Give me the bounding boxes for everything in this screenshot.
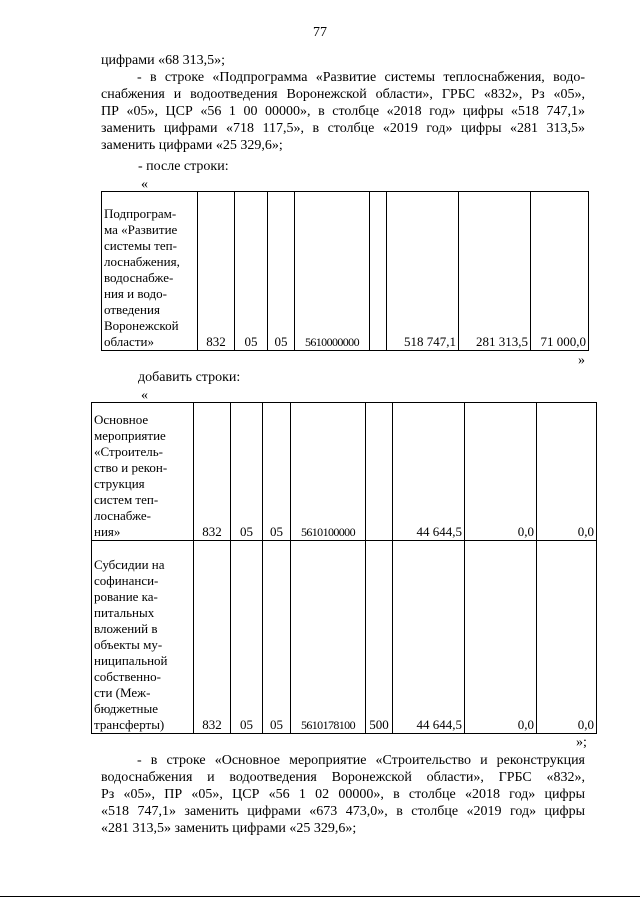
cell-2018: 44 644,5 — [393, 541, 465, 734]
cell-2018: 44 644,5 — [393, 403, 465, 541]
row-name: Субсидии на софинанси- рование ка- питальных вложений в объекты му- ниципальной собственно- сти (Меж- бюджетные трансферты) — [92, 541, 194, 734]
paragraph-line: - в строке «Подпрограмма «Развитие системы теплоснабжения, водо- — [137, 70, 585, 85]
paragraph-line: Рз «05», ПР «05», ЦСР «56 1 02 00000», в столбце «2018 год» цифры — [101, 787, 585, 802]
cell-2020: 0,0 — [537, 541, 597, 734]
cell-pr: 05 — [268, 192, 295, 351]
page-bottom-rule — [0, 896, 640, 897]
cell-2020: 71 000,0 — [531, 192, 589, 351]
cell-pr: 05 — [263, 403, 291, 541]
cell-2018: 518 747,1 — [387, 192, 459, 351]
cell-2019: 0,0 — [465, 403, 537, 541]
page-number: 77 — [313, 25, 327, 40]
cell-vr — [370, 192, 387, 351]
open-quote: « — [141, 177, 148, 192]
cell-csr: 5610178100 — [291, 541, 366, 734]
add-rows-label: добавить строки: — [138, 370, 241, 385]
paragraph-line: «281 313,5» заменить цифрами «25 329,6»; — [101, 821, 357, 836]
table-row — [92, 403, 597, 541]
cell-grbs: 832 — [194, 403, 231, 541]
table-subprogram — [101, 191, 589, 351]
cell-rz: 05 — [231, 403, 263, 541]
table-added-rows — [91, 402, 597, 734]
cell-rz: 05 — [231, 541, 263, 734]
paragraph-line: ПР «05», ЦСР «56 1 00 00000», в столбце «2018 год» цифры «518 747,1» — [101, 104, 585, 119]
row-name: Основное мероприятие «Строитель- ство и рекон- струкция систем теп- лоснабже- ния» — [92, 403, 194, 541]
cell-vr: 500 — [366, 541, 393, 734]
cell-2019: 281 313,5 — [459, 192, 531, 351]
cell-2019: 0,0 — [465, 541, 537, 734]
cell-rz: 05 — [235, 192, 268, 351]
table-row — [92, 541, 597, 734]
paragraph-2 — [101, 752, 585, 837]
cell-csr: 5610000000 — [295, 192, 370, 351]
paragraph-line: цифрами «68 313,5»; — [101, 53, 226, 68]
cell-grbs: 832 — [194, 541, 231, 734]
row-name: Подпрограм- ма «Развитие системы теп- лоснабжения, водоснабже- ния и водо- отведения Воронежской области» — [102, 192, 198, 351]
cell-vr — [366, 403, 393, 541]
table-row — [102, 192, 589, 351]
paragraph-line: «518 747,1» заменить цифрами «673 473,0», в столбце «2019 год» цифры — [101, 804, 585, 819]
cell-pr: 05 — [263, 541, 291, 734]
close-quote: »; — [576, 735, 587, 750]
paragraph-line: заменить цифрами «718 117,5», в столбце «2019 год» цифры «281 313,5» — [101, 121, 585, 136]
after-row-label: - после строки: — [138, 159, 229, 174]
cell-csr: 5610100000 — [291, 403, 366, 541]
paragraph-line: водоснабжения и водоотведения Воронежской области», ГРБС «832», — [101, 770, 585, 785]
paragraph-line: снабжения и водоотведения Воронежской области», ГРБС «832», Рз «05», — [101, 87, 585, 102]
cell-grbs: 832 — [198, 192, 235, 351]
paragraph-line: заменить цифрами «25 329,6»; — [101, 138, 283, 153]
paragraph-line: - в строке «Основное мероприятие «Строительство и реконструкция — [137, 753, 585, 768]
cell-2020: 0,0 — [537, 403, 597, 541]
paragraph-1 — [101, 52, 585, 154]
close-quote: » — [578, 353, 585, 368]
open-quote: « — [141, 388, 148, 403]
